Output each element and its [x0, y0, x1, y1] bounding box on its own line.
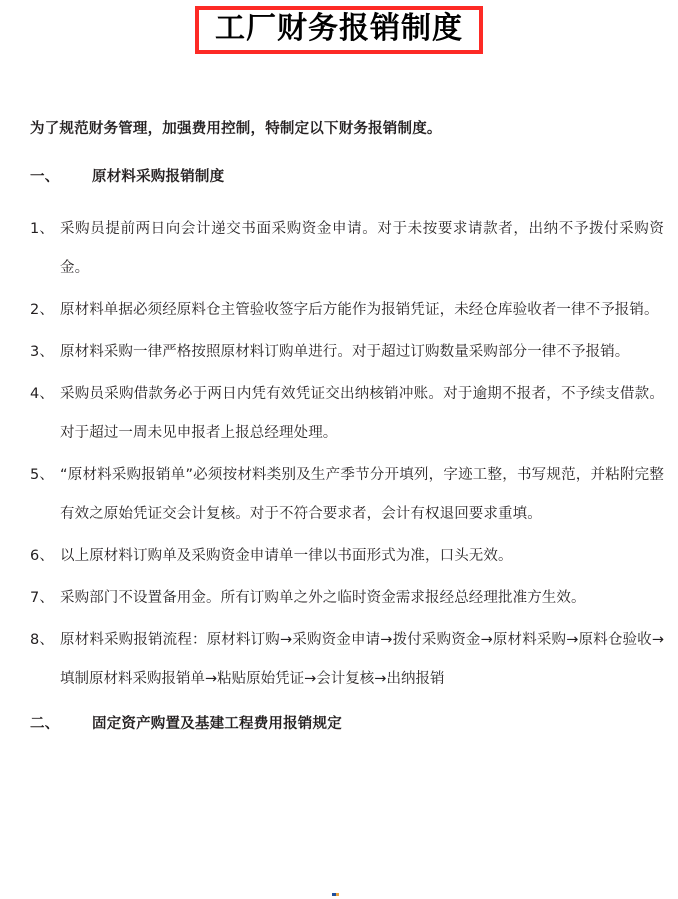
section-number-1: 一、 [30, 169, 60, 185]
list-item [30, 621, 664, 699]
list-item [30, 375, 664, 453]
list-item [30, 579, 664, 618]
list-item-marker: 6、 [30, 548, 54, 564]
list-item-text: 采购部门不设置备用金。所有订购单之外之临时资金需求报经总经理批准方生效。 [60, 590, 586, 606]
page-title: 工厂财务报销制度 [215, 11, 463, 46]
list-item-marker: 5、 [30, 467, 54, 483]
list-item-text: 以上原材料订购单及采购资金申请单一律以书面形式为准，口头无效。 [60, 548, 513, 564]
list-item-marker: 7、 [30, 590, 54, 606]
list-item-marker: 3、 [30, 344, 54, 360]
document-title-container [0, 6, 678, 54]
list-item [30, 210, 664, 288]
list-item-text: 原材料采购一律严格按照原材料订购单进行。对于超过订购数量采购部分一律不予报销。 [60, 344, 630, 360]
section-title-2: 固定资产购置及基建工程费用报销规定 [92, 716, 342, 732]
list-item [30, 456, 664, 534]
title-red-box [195, 6, 483, 54]
list-item-marker: 1、 [30, 221, 54, 237]
list-item-text: 采购员提前两日向会计递交书面采购资金申请。对于未按要求请款者，出纳不予拨付采购资金。 [60, 221, 664, 276]
section-number-2: 二、 [30, 716, 60, 732]
list-item-text: “原材料采购报销单”必须按材料类别及生产季节分开填列，字迹工整，书写规范，并粘附完整有效之原始凭证交会计复核。对于不符合要求者，会计有权退回要求重填。 [60, 467, 664, 522]
list-item-marker: 4、 [30, 386, 54, 402]
list-item [30, 537, 664, 576]
list-item-text: 采购员采购借款务必于两日内凭有效凭证交出纳核销冲账。对于逾期不报者，不予续支借款。对于超过一周未见申报者上报总经理处理。 [60, 386, 664, 441]
section-heading-2 [30, 713, 664, 735]
intro-paragraph: 为了规范财务管理，加强费用控制，特制定以下财务报销制度。 [30, 121, 442, 137]
list-item-marker: 2、 [30, 302, 54, 318]
document-body [30, 118, 664, 757]
list-item [30, 291, 664, 330]
page-bottom-artifact [332, 893, 339, 896]
list-item-text: 原材料单据必须经原料仓主管验收签字后方能作为报销凭证，未经仓库验收者一律不予报销。 [60, 302, 659, 318]
section-title-1: 原材料采购报销制度 [92, 169, 225, 185]
section-heading-1 [30, 166, 664, 188]
list-item [30, 333, 664, 372]
list-item-marker: 8、 [30, 632, 54, 648]
list-item-text: 原材料采购报销流程：原材料订购→采购资金申请→拨付采购资金→原材料采购→原料仓验收→填制原材料采购报销单→粘贴原始凭证→会计复核→出纳报销 [60, 632, 664, 687]
